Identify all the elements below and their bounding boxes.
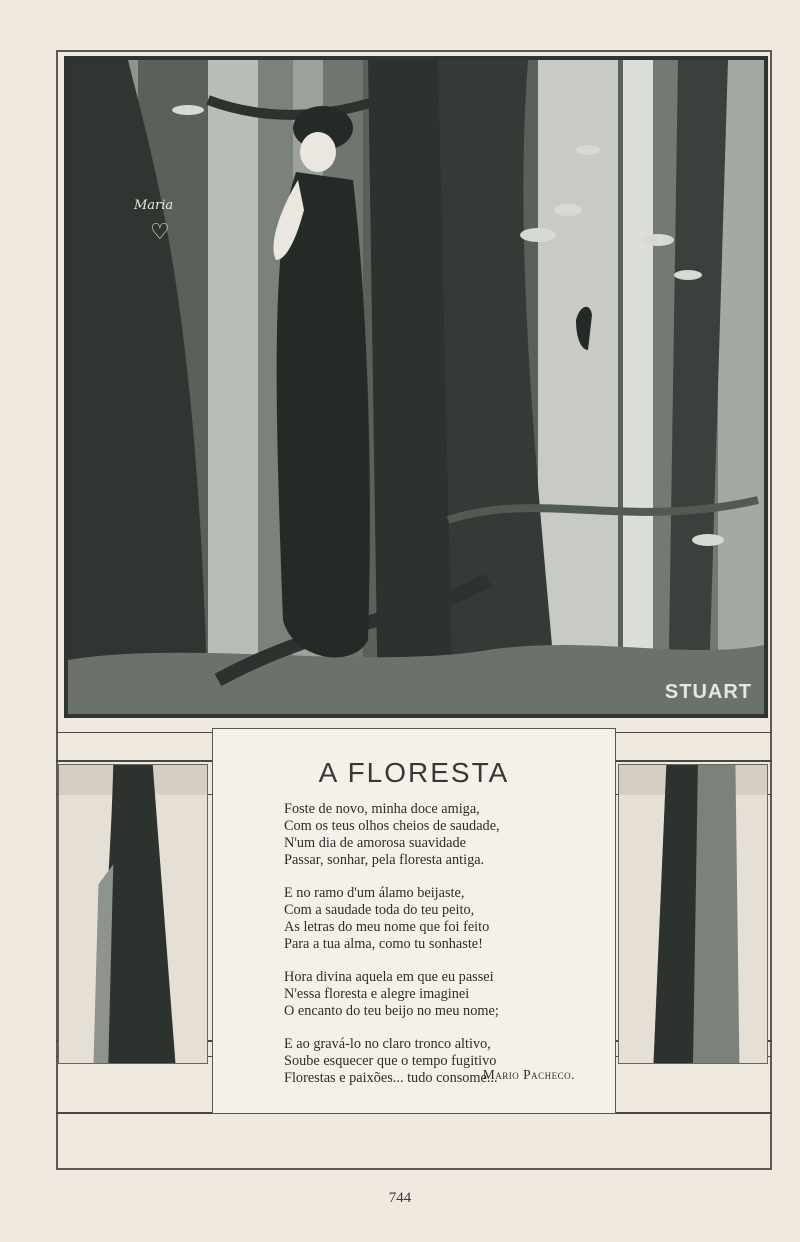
- poem-line: As letras do meu nome que foi feito: [284, 919, 490, 935]
- poem-line: E ao gravá-lo no claro tronco altivo,: [284, 1036, 491, 1052]
- poem-line: Soube esquecer que o tempo fugitivo: [284, 1053, 497, 1069]
- stanza-1: [284, 801, 584, 869]
- poem-line: N'um dia de amorosa suavidade: [284, 835, 467, 851]
- poem-line: Foste de novo, minha doce amiga,: [284, 801, 480, 817]
- poem-line: O encanto do teu beijo no meu nome;: [284, 1003, 499, 1019]
- poem-line: Hora divina aquela em que eu passei: [284, 969, 494, 985]
- artist-signature: STUART: [664, 681, 752, 703]
- poem-body: [284, 801, 584, 1103]
- poem-title: A FLORESTA: [318, 757, 510, 788]
- right-tree-art: [619, 765, 767, 1063]
- right-tree-panel: [618, 764, 768, 1064]
- forest-artwork: [68, 60, 764, 714]
- poem-line: Passar, sonhar, pela floresta antiga.: [284, 852, 485, 868]
- poem-line: E no ramo d'um álamo beijaste,: [284, 885, 465, 901]
- poem-line: Com a saudade toda do teu peito,: [284, 902, 475, 918]
- poem-line: Florestas e paixões... tudo consome...: [284, 1070, 498, 1086]
- stanza-3: [284, 969, 584, 1020]
- carved-name: Maria: [134, 198, 174, 213]
- poem-author: Mario Pacheco.: [482, 1067, 575, 1082]
- poem-section: [56, 722, 772, 1170]
- stanza-2: [284, 885, 584, 953]
- poem-card: [212, 728, 616, 1114]
- left-tree-art: [59, 765, 207, 1063]
- forest-illustration: [64, 56, 768, 718]
- left-tree-panel: [58, 764, 208, 1064]
- carved-heart-icon: ♡: [150, 220, 170, 245]
- poem-line: N'essa floresta e alegre imaginei: [284, 986, 470, 1002]
- poem-line: Com os teus olhos cheios de saudade,: [284, 818, 500, 834]
- poem-line: Para a tua alma, como tu sonhaste!: [284, 936, 483, 952]
- page-number: 744: [388, 1190, 412, 1206]
